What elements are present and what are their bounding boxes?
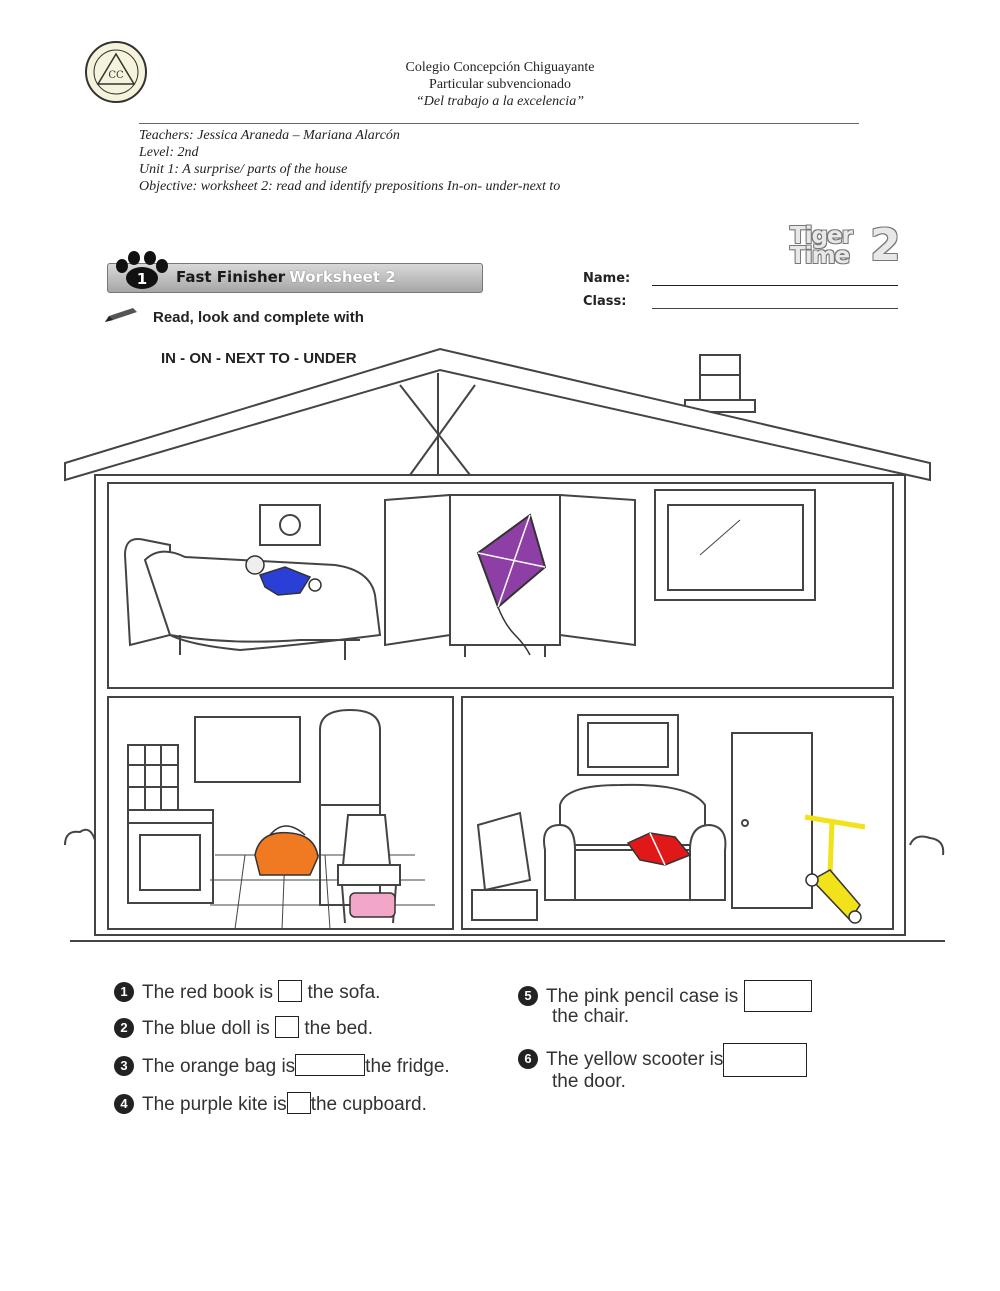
question-6-end: the door. [552,1071,626,1092]
question-number: 4 [114,1094,134,1114]
brand-logo [790,223,852,269]
unit-line: Unit 1: A surprise/ parts of the house [139,162,348,177]
teachers-line: Teachers: Jessica Araneda – Mariana Alarcón [139,128,400,143]
question-3: 3 The orange bag is the fridge. [114,1054,450,1078]
school-name: Colegio Concepción Chiguayante [405,60,595,75]
tv [472,813,537,920]
brand-word-1: Tiger [790,223,852,249]
kitchen-window [195,717,300,782]
stove [128,745,213,903]
school-type: Particular subvencionado [429,77,571,92]
instruction-text: Read, look and complete with [153,309,364,326]
logo-letters: CC [108,70,124,81]
question-number: 6 [518,1049,538,1069]
name-field[interactable] [652,285,898,286]
answer-box-1[interactable] [278,980,302,1002]
banner-title-dark: Fast Finisher [176,268,286,286]
answer-box-5[interactable] [744,980,812,1012]
level-line: Level: 2nd [139,145,199,160]
question-4: 4 The purple kite is the cupboard. [114,1092,427,1116]
question-5-end: the chair. [552,1006,630,1027]
word-bank: IN - ON - NEXT TO - UNDER [161,350,357,367]
question-5: 5 The pink pencil case is [518,980,812,1012]
name-label: Name: [583,271,631,286]
answer-box-4[interactable] [287,1092,311,1114]
brand-number: 2 [870,220,901,271]
question-2: 2 The blue doll is the bed. [114,1016,373,1040]
house-illustration [60,345,950,950]
header-divider [139,123,859,124]
banner-title [176,268,396,286]
class-label: Class: [583,294,627,309]
question-1: 1 The red book is the sofa. [114,980,380,1004]
smiley-face [280,515,300,535]
bush-right [910,837,943,855]
yellow-scooter [805,817,865,923]
banner-number: 1 [136,270,148,288]
smiley-frame [260,505,320,545]
question-6: 6 The yellow scooter is [518,1043,807,1077]
objective-line: Objective: worksheet 2: read and identify prepositions In-on- under-next to [139,179,561,194]
orange-bag [255,826,318,875]
banner-title-light: Worksheet 2 [289,268,396,286]
school-motto: “Del trabajo a la excelencia” [416,94,584,109]
chimney [685,355,755,412]
pink-pencil-case [350,893,395,917]
answer-box-2[interactable] [275,1016,299,1038]
bedroom-window [655,490,815,600]
answer-box-6[interactable] [723,1043,807,1077]
answer-box-3[interactable] [295,1054,365,1076]
paw-icon [112,250,172,290]
question-number: 5 [518,986,538,1006]
pencil-icon [103,306,139,324]
question-number: 3 [114,1056,134,1076]
brand-word-2: Time [790,243,850,269]
class-field[interactable] [652,308,898,309]
question-number: 2 [114,1018,134,1038]
question-number: 1 [114,982,134,1002]
bush-left [65,830,95,845]
roof [65,349,930,480]
